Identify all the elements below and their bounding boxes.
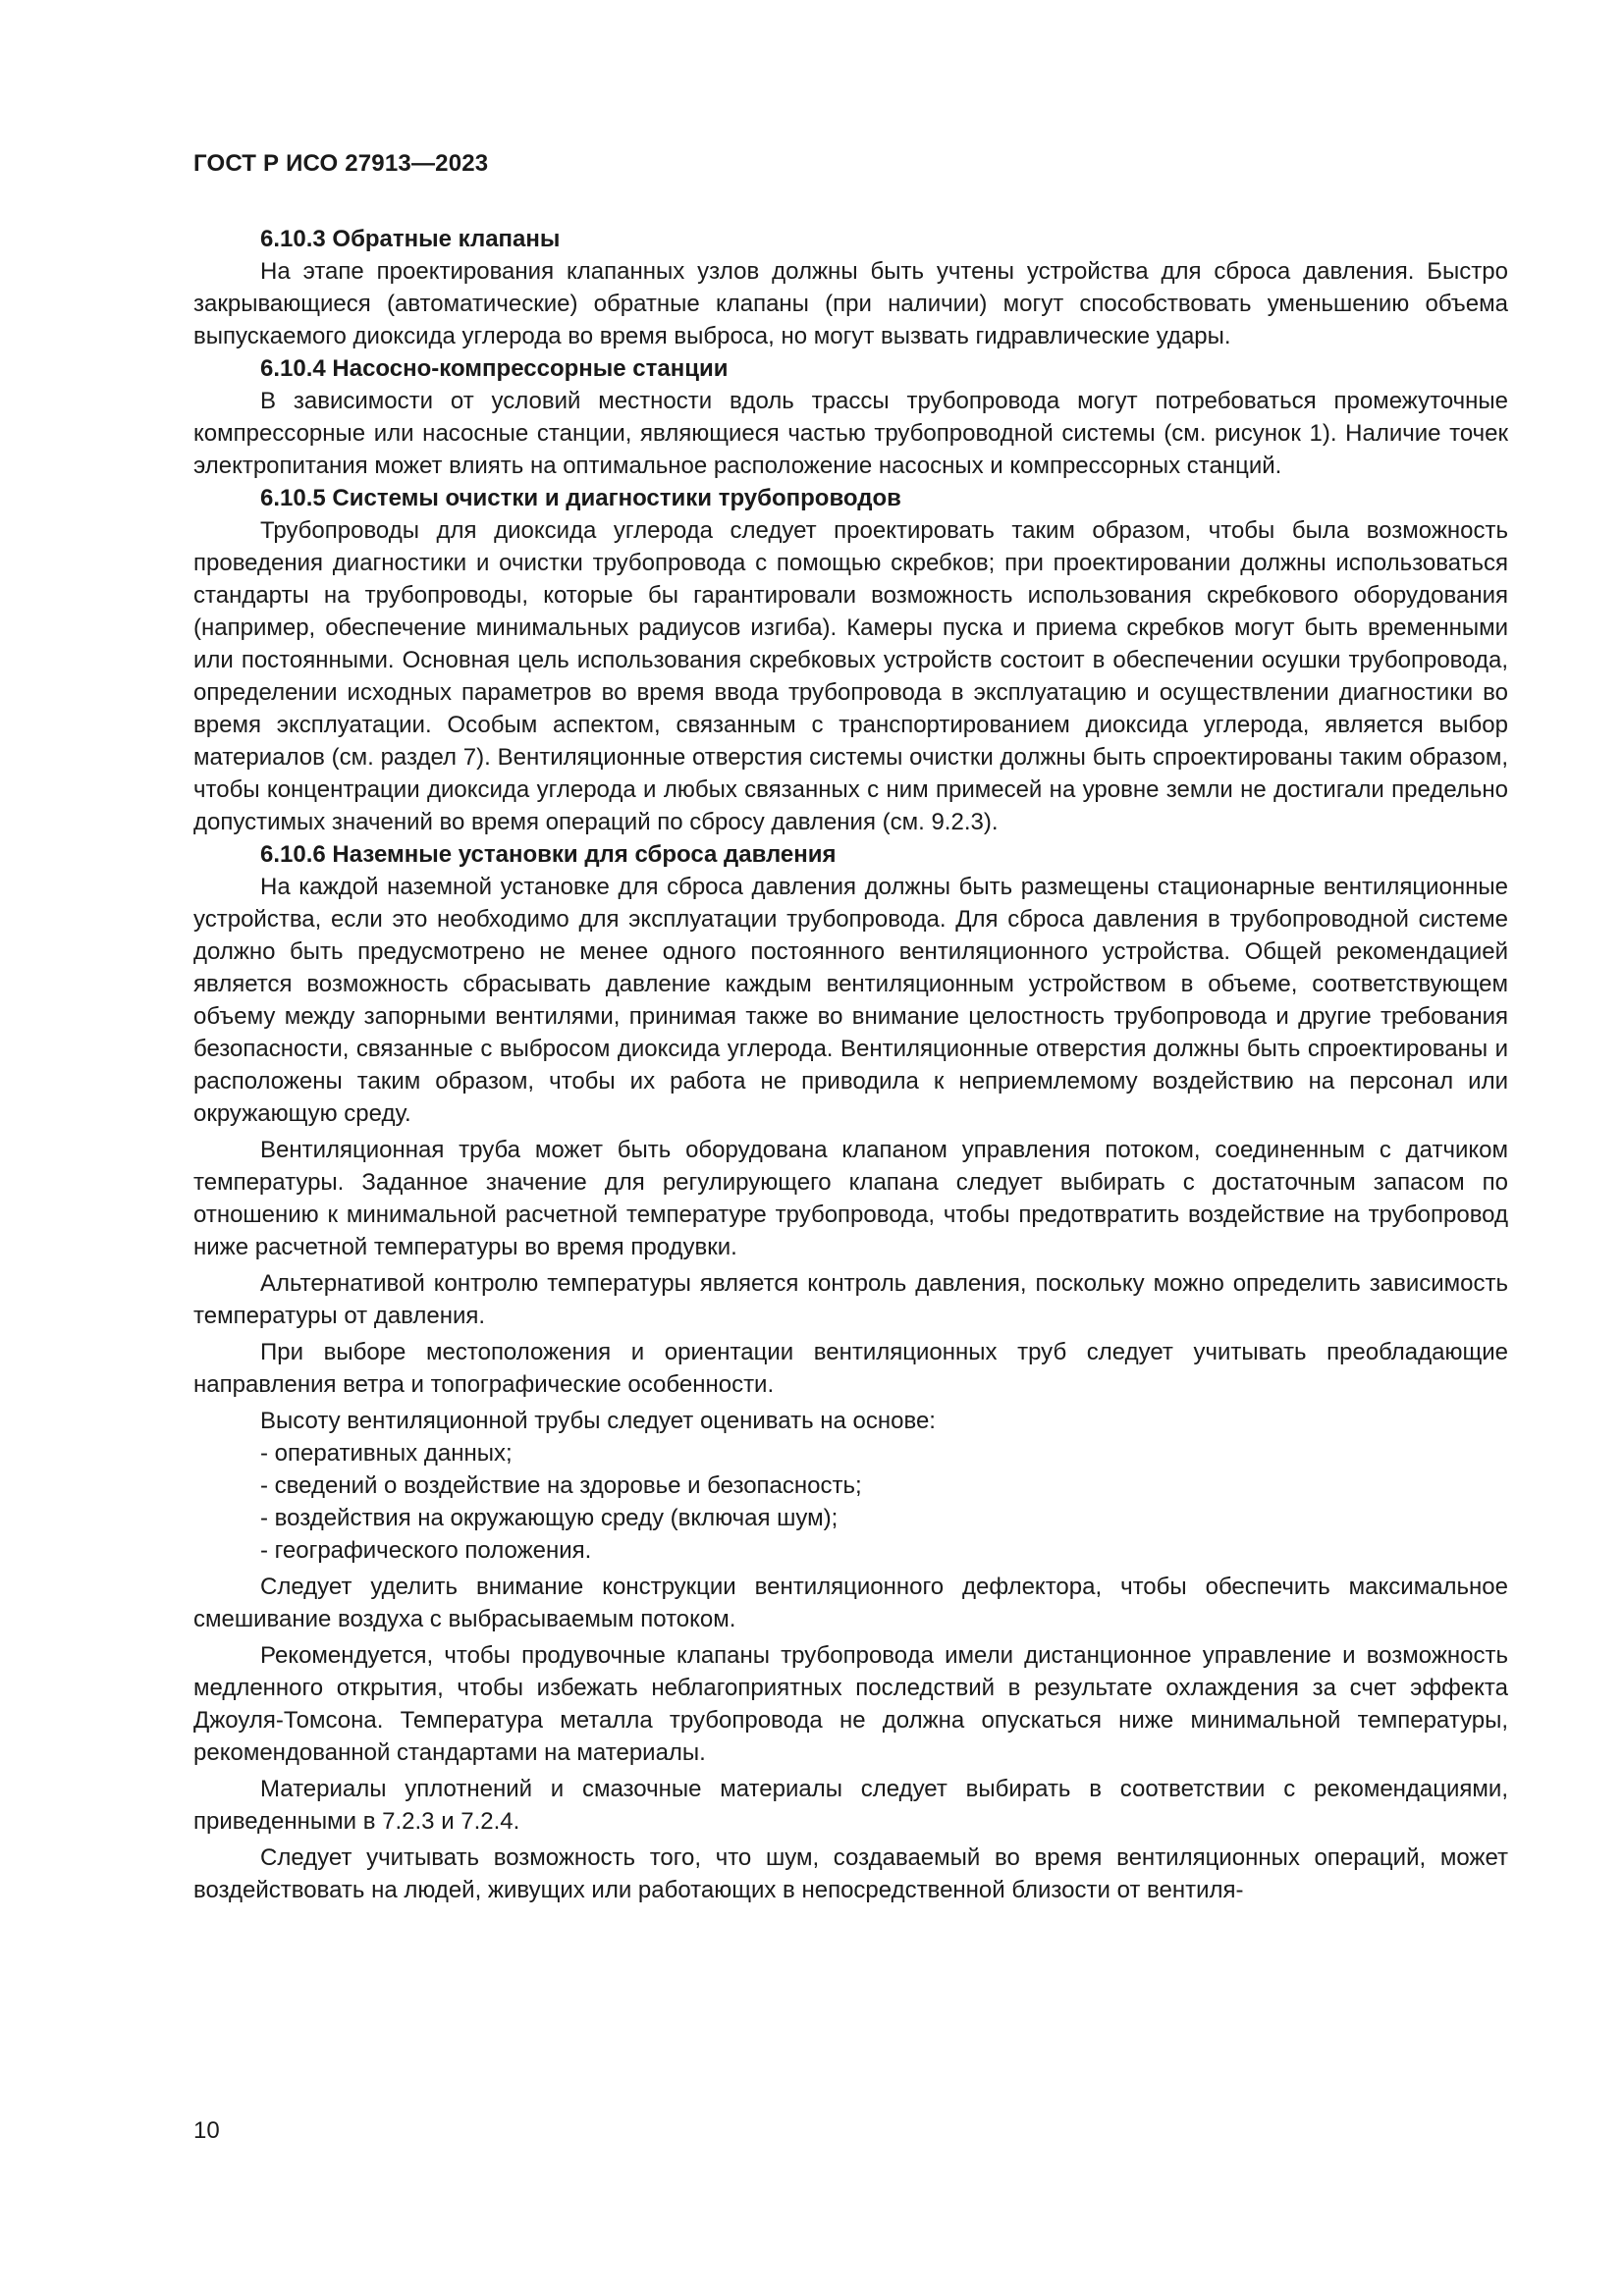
list-item: - сведений о воздействие на здоровье и безопасность; xyxy=(260,1472,862,1499)
section-title-6-10-3: 6.10.3 Обратные клапаны xyxy=(260,226,561,252)
list-item: - оперативных данных; xyxy=(260,1440,513,1467)
paragraph: Высоту вентиляционной трубы следует оценивать на основе: xyxy=(260,1408,936,1434)
document-body xyxy=(193,223,1508,1906)
paragraph: Вентиляционная труба может быть оборудована клапаном управления потоком, соединенным с датчиком температуры. Заданное значение для регулирующего клапана следует выбирать с достаточным запасом по отношению к минимальной расчетной температуре трубопровода, чтобы предотвратить воздействие на трубопровод ниже расчетной температуры во время продувки. xyxy=(193,1137,1508,1260)
paragraph: Рекомендуется, чтобы продувочные клапаны трубопровода имели дистанционное управление и возможность медленного открытия, чтобы избежать неблагоприятных последствий в результате охлаждения за счет эффекта Джоуля-Томсона. Температура металла трубопровода не должна опускаться ниже минимальной температуры, рекомендованной стандартами на материалы. xyxy=(193,1642,1508,1766)
paragraph: В зависимости от условий местности вдоль трассы трубопровода могут потребоваться промежуточные компрессорные или насосные станции, являющиеся частью трубопроводной системы (см. рисунок 1). Наличие точек электропитания может влиять на оптимальное расположение насосных и компрессорных станций. xyxy=(193,388,1508,479)
paragraph: Следует уделить внимание конструкции вентиляционного дефлектора, чтобы обеспечить максимальное смешивание воздуха с выбрасываемым потоком. xyxy=(193,1574,1508,1632)
paragraph: Материалы уплотнений и смазочные материалы следует выбирать в соответствии с рекомендациями, приведенными в 7.2.3 и 7.2.4. xyxy=(193,1776,1508,1835)
list-item: - воздействия на окружающую среду (включая шум); xyxy=(260,1505,839,1531)
section-title-6-10-5: 6.10.5 Системы очистки и диагностики трубопроводов xyxy=(260,485,901,511)
page-number: 10 xyxy=(193,2117,220,2144)
paragraph: Трубопроводы для диоксида углерода следует проектировать таким образом, чтобы была возможность проведения диагностики и очистки трубопровода с помощью скребков; при проектировании должны использоваться стандарты на трубопроводы, которые бы гарантировали возможность использования скребкового оборудования (например, обеспечение минимальных радиусов изгиба). Камеры пуска и приема скребков могут быть временными или постоянными. Основная цель использования скребковых устройств состоит в обеспечении осушки трубопровода, определении исходных параметров во время ввода трубопровода в эксплуатацию и осуществлении диагностики во время эксплуатации. Особым аспектом, связанным с транспортированием диоксида углерода, является выбор материалов (см. раздел 7). Вентиляционные отверстия системы очистки должны быть спроектированы таким образом, чтобы концентрации диоксида углерода и любых связанных с ним примесей на уровне земли не достигали предельно допустимых значений во время операций по сбросу давления (см. 9.2.3). xyxy=(193,517,1508,835)
paragraph: Следует учитывать возможность того, что шум, создаваемый во время вентиляционных операций, может воздействовать на людей, живущих или работающих в непосредственной близости от вентиля- xyxy=(193,1844,1508,1903)
paragraph: На этапе проектирования клапанных узлов должны быть учтены устройства для сброса давления. Быстро закрывающиеся (автоматические) обратные клапаны (при наличии) могут способствовать уменьшению объема выпускаемого диоксида углерода во время выброса, но могут вызвать гидравлические удары. xyxy=(193,258,1508,349)
list-item: - географического положения. xyxy=(260,1537,592,1564)
paragraph: При выборе местоположения и ориентации вентиляционных труб следует учитывать преобладающие направления ветра и топографические особенности. xyxy=(193,1339,1508,1398)
paragraph: На каждой наземной установке для сброса давления должны быть размещены стационарные вентиляционные устройства, если это необходимо для эксплуатации трубопровода. Для сброса давления в трубопроводной системе должно быть предусмотрено не менее одного постоянного вентиляционного устройства. Общей рекомендацией является возможность сбрасывать давление каждым вентиляционным устройством в объеме, соответствующем объему между запорными вентилями, принимая также во внимание целостность трубопровода и другие требования безопасности, связанные с выбросом диоксида углерода. Вентиляционные отверстия должны быть спроектированы и расположены таким образом, чтобы их работа не приводила к неприемлемому воздействию на персонал или окружающую среду. xyxy=(193,874,1508,1127)
paragraph: Альтернативой контролю температуры является контроль давления, поскольку можно определить зависимость температуры от давления. xyxy=(193,1270,1508,1329)
document-header: ГОСТ Р ИСО 27913—2023 xyxy=(193,150,489,177)
section-title-6-10-6: 6.10.6 Наземные установки для сброса давления xyxy=(260,841,837,868)
section-title-6-10-4: 6.10.4 Насосно-компрессорные станции xyxy=(260,355,729,382)
